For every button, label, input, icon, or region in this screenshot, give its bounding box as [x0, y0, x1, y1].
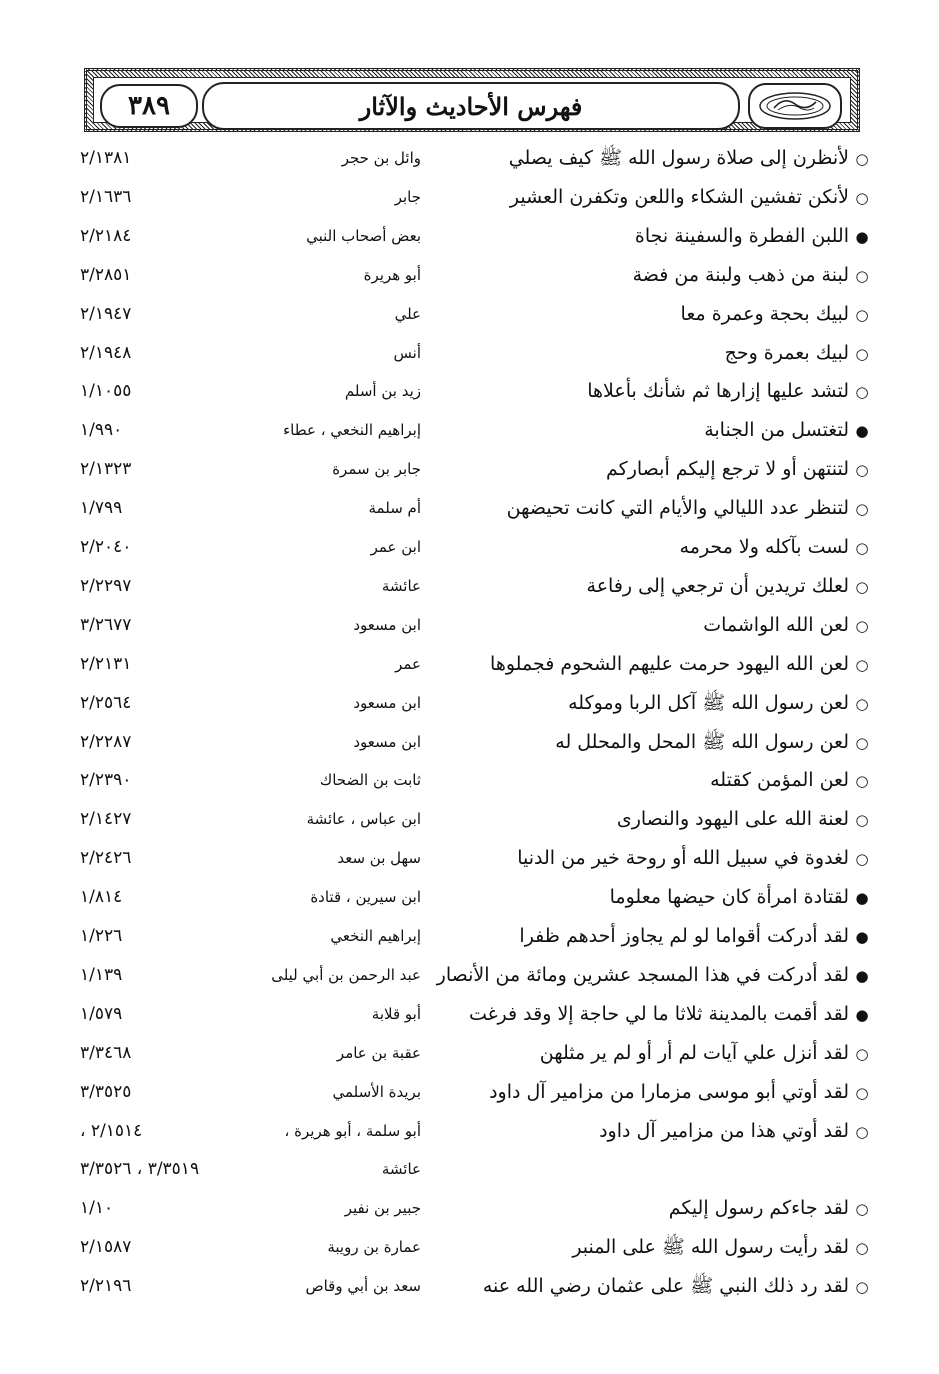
- hadith-text: لقد جاءكم رسول إليكم: [668, 1197, 849, 1220]
- open-circle-icon: ○: [855, 383, 869, 402]
- hadith-text: لعلك تريدين أن ترجعي إلى رفاعة: [586, 574, 849, 597]
- page-title: فهرس الأحاديث والآثار: [202, 82, 740, 130]
- narrator-name: ابن عمر: [370, 538, 421, 556]
- reference-number: ٢/١٩٤٧: [80, 303, 132, 324]
- reference-number: ٢/٢١٣١: [80, 653, 132, 674]
- open-circle-icon: ○: [855, 266, 869, 285]
- index-row: [0, 1228, 939, 1266]
- narrator-name: أبو هريرة: [363, 265, 421, 284]
- hadith-entry: [449, 1150, 869, 1188]
- reference-number: ١/٨١٤: [80, 887, 123, 908]
- hadith-entry: [449, 411, 869, 449]
- reference-number: ٢/١٤٢٧: [80, 809, 132, 830]
- hadith-text: لتنتهن أو لا ترجع إليكم أبصاركم: [606, 458, 849, 481]
- hadith-text: لتشد عليها إزارها ثم شأنك بأعلاها: [587, 380, 849, 403]
- open-circle-icon: ○: [855, 1044, 869, 1063]
- reference-number: ٢/٢٢٨٧: [80, 731, 132, 752]
- narrator-name: سعد بن أبي وقاص: [305, 1277, 421, 1296]
- hadith-entry: [449, 1189, 869, 1227]
- hadith-text: لبيك بحجة وعمرة معا: [680, 302, 849, 325]
- hadith-entry: [449, 178, 869, 216]
- filled-circle-icon: ●: [855, 928, 869, 946]
- hadith-entry: [449, 645, 869, 683]
- reference-number: ٢/٢٥٦٤: [80, 692, 132, 713]
- reference-number: ٣/٢٦٧٧: [80, 614, 132, 635]
- open-circle-icon: ○: [855, 577, 869, 596]
- index-row: [0, 1267, 939, 1305]
- index-row: [0, 489, 939, 527]
- narrator-name: عائشة: [381, 576, 421, 595]
- open-circle-icon: ○: [855, 850, 869, 869]
- hadith-text: لعن الله اليهود حرمت عليهم الشحوم فجملوها: [490, 652, 849, 675]
- narrator-name: أم سلمة: [368, 499, 421, 518]
- hadith-entry: [449, 256, 869, 294]
- index-row: [0, 139, 939, 177]
- index-row: [0, 684, 939, 722]
- hadith-entry: [449, 1112, 869, 1150]
- hadith-text: لست بآكله ولا محرمه: [679, 536, 849, 558]
- open-circle-icon: ○: [855, 1278, 869, 1297]
- hadith-text: لقد أوتي هذا من مزامير آل داود: [599, 1119, 849, 1142]
- narrator-name: عائشة: [381, 1160, 421, 1179]
- narrator-name: إبراهيم النخعي ، عطاء: [283, 421, 421, 440]
- hadith-entry: [449, 1228, 869, 1266]
- hadith-entry: [449, 995, 869, 1033]
- open-circle-icon: ○: [855, 150, 869, 168]
- reference-number: ٢/١٦٣٦: [80, 186, 132, 207]
- hadith-text: لتنظر عدد الليالي والأيام التي كانت تحيضهن: [506, 497, 849, 520]
- index-row: [0, 800, 939, 838]
- open-circle-icon: ○: [855, 772, 869, 791]
- open-circle-icon: ○: [855, 811, 869, 830]
- narrator-name: ابن مسعود: [353, 732, 421, 751]
- open-circle-icon: ○: [855, 1239, 869, 1258]
- hadith-entry: [449, 372, 869, 410]
- open-circle-icon: ○: [855, 655, 869, 674]
- filled-circle-icon: ●: [855, 966, 869, 985]
- hadith-text: لقد أنزل علي آيات لم أر أو لم ير مثلهن: [539, 1041, 849, 1064]
- narrator-name: سهل بن سعد: [337, 849, 421, 868]
- hadith-text: لقد أدركت أقواما لو لم يجاوز أحدهم ظفرا: [519, 925, 849, 947]
- hadith-entry: [449, 450, 869, 488]
- reference-number: ١/١٣٩: [80, 964, 123, 985]
- reference-number: ٢/٢٠٤٠: [80, 537, 132, 557]
- filled-circle-icon: ●: [855, 1005, 869, 1024]
- reference-number: ٢/٢٤٢٦: [80, 848, 132, 869]
- narrator-name: ابن سيرين ، قتادة: [310, 888, 421, 907]
- reference-number: ٢/١٣٨١: [80, 148, 132, 168]
- open-circle-icon: ○: [855, 1200, 869, 1219]
- narrator-name: جبير بن نفير: [344, 1199, 421, 1218]
- index-row: [0, 1034, 939, 1072]
- reference-number: ٢/١٣٢٣: [80, 459, 132, 480]
- hadith-entry: [449, 1034, 869, 1072]
- narrator-name: زيد بن أسلم: [344, 382, 421, 401]
- index-row: [0, 723, 939, 761]
- open-circle-icon: ○: [855, 539, 869, 557]
- hadith-entry: [436, 956, 869, 994]
- index-row: [0, 256, 939, 294]
- narrator-name: بعض أصحاب النبي: [306, 226, 421, 245]
- page-header-banner: [84, 68, 860, 132]
- narrator-name: عبد الرحمن بن أبي ليلى: [271, 965, 421, 984]
- hadith-text: لقد رد ذلك النبي ﷺ على عثمان رضي الله عنه: [482, 1275, 849, 1298]
- narrator-name: ثابت بن الضحاك: [319, 771, 421, 790]
- hadith-entry: [449, 217, 869, 255]
- reference-number: ١/٢٢٦: [80, 926, 123, 946]
- index-row: [0, 645, 939, 683]
- hadith-text: لأنكن تفشين الشكاء واللعن وتكفرن العشير: [509, 185, 849, 208]
- reference-number: ٢/٢٢٩٧: [80, 575, 132, 596]
- hadith-entry: [449, 684, 869, 722]
- narrator-name: إبراهيم النخعي: [330, 927, 421, 945]
- filled-circle-icon: ●: [855, 227, 869, 246]
- reference-number: ٢/٢٣٩٠: [80, 770, 132, 791]
- reference-number: ١/١٠: [80, 1198, 114, 1219]
- index-row: [0, 606, 939, 644]
- open-circle-icon: ○: [855, 616, 869, 635]
- index-row: [0, 178, 939, 216]
- open-circle-icon: ○: [855, 733, 869, 752]
- index-row: [0, 878, 939, 916]
- hadith-entry: [449, 567, 869, 605]
- open-circle-icon: ○: [855, 500, 869, 519]
- hadith-entry: [449, 761, 869, 799]
- index-row: [0, 761, 939, 799]
- filled-circle-icon: ●: [855, 889, 869, 908]
- hadith-text: لقد أقمت بالمدينة ثلاثا ما لي حاجة إلا وقد فرغت: [468, 1002, 849, 1025]
- narrator-name: ابن عباس ، عائشة: [306, 810, 421, 829]
- hadith-entry: [449, 334, 869, 372]
- narrator-name: ابن مسعود: [353, 693, 421, 712]
- open-circle-icon: ○: [855, 305, 869, 324]
- index-row: [0, 995, 939, 1033]
- emblem-icon: [756, 90, 834, 122]
- header-frame: [93, 77, 851, 123]
- index-row: [0, 956, 939, 994]
- hadith-entry: [449, 295, 869, 333]
- reference-number: ٣/٢٨٥١: [80, 264, 132, 285]
- reference-number: ٢/٢١٨٤: [80, 225, 132, 246]
- narrator-name: جابر: [394, 187, 421, 206]
- hadith-text: اللبن الفطرة والسفينة نجاة: [634, 224, 849, 247]
- reference-number: ٣/٣٤٦٨: [80, 1042, 132, 1063]
- index-row: [0, 917, 939, 955]
- reference-number: ١/٥٧٩: [80, 1003, 123, 1024]
- narrator-name: أبو قلابة: [371, 1004, 421, 1023]
- open-circle-icon: ○: [855, 694, 869, 713]
- hadith-text: لقد رأيت رسول الله ﷺ على المنبر: [572, 1236, 849, 1259]
- hadith-text: لقد أدركت في هذا المسجد عشرين ومائة من الأنصار: [436, 963, 849, 986]
- index-row: [0, 567, 939, 605]
- hadith-entry: [449, 528, 869, 566]
- hadith-text: لبيك بعمرة وحج: [724, 341, 849, 364]
- index-row: [0, 372, 939, 410]
- hadith-text: لقتادة امرأة كان حيضها معلوما: [609, 886, 849, 909]
- hadith-entry: [449, 917, 869, 955]
- reference-number: ٢/١٩٤٨: [80, 342, 132, 363]
- open-circle-icon: ○: [855, 1083, 869, 1102]
- hadith-text: لعن الله الواشمات: [703, 613, 849, 636]
- index-row: [0, 334, 939, 372]
- narrator-name: وائل بن حجر: [341, 149, 421, 167]
- reference-number: ٣/٣٥١٩ ، ٣/٣٥٢٦: [80, 1159, 200, 1180]
- index-row: [0, 1189, 939, 1227]
- hadith-entry: [449, 1073, 869, 1111]
- open-circle-icon: ○: [855, 1122, 869, 1141]
- reference-number: ١/١٠٥٥: [80, 381, 132, 402]
- open-circle-icon: ○: [855, 344, 869, 363]
- hadith-entry: [449, 723, 869, 761]
- reference-number: ٢/٢١٩٦: [80, 1276, 132, 1297]
- index-row: [0, 450, 939, 488]
- narrator-name: ابن مسعود: [353, 615, 421, 634]
- hadith-text: لعن المؤمن كقتله: [710, 769, 849, 792]
- narrator-name: أنس: [393, 343, 421, 362]
- hadith-entry: [449, 606, 869, 644]
- narrator-name: علي: [394, 304, 421, 323]
- open-circle-icon: ○: [855, 188, 869, 207]
- index-row: [0, 1150, 939, 1188]
- ornamental-emblem-icon: [748, 83, 842, 129]
- index-row: [0, 295, 939, 333]
- page-number: ٣٨٩: [100, 84, 198, 128]
- index-row: [0, 217, 939, 255]
- open-circle-icon: ○: [855, 461, 869, 480]
- reference-number: ٢/١٥٨٧: [80, 1237, 132, 1258]
- reference-number: ١/٩٩٠: [80, 420, 123, 441]
- hadith-entry: [449, 1267, 869, 1305]
- hadith-entry: [449, 878, 869, 916]
- reference-number: ١/٧٩٩: [80, 498, 123, 519]
- hadith-text: لأنظرن إلى صلاة رسول الله ﷺ كيف يصلي: [508, 147, 849, 169]
- hadith-text: لتغتسل من الجنابة: [704, 419, 849, 442]
- index-row: [0, 411, 939, 449]
- narrator-name: جابر بن سمرة: [332, 460, 421, 479]
- hadith-entry: [449, 139, 869, 177]
- hadith-text: لغدوة في سبيل الله أو روحة خير من الدنيا: [517, 847, 849, 870]
- filled-circle-icon: ●: [855, 422, 869, 441]
- hadith-text: لقد أوتي أبو موسى مزمارا من مزامير آل داود: [489, 1080, 849, 1103]
- reference-number: ٣/٣٥٢٥: [80, 1081, 132, 1102]
- hadith-text: لعن رسول الله ﷺ آكل الربا وموكله: [568, 691, 849, 714]
- hadith-text: لبنة من ذهب ولبنة من فضة: [632, 263, 849, 286]
- index-row: [0, 1112, 939, 1150]
- hadith-text: لعن رسول الله ﷺ المحل والمحلل له: [555, 730, 849, 753]
- hadith-entry: [449, 489, 869, 527]
- hadith-text: لعنة الله على اليهود والنصارى: [616, 808, 849, 831]
- narrator-name: عمر: [395, 654, 421, 673]
- narrator-name: عمارة بن رويبة: [327, 1238, 421, 1257]
- index-row: [0, 528, 939, 566]
- hadith-entry: [449, 839, 869, 877]
- narrator-name: عقبة بن عامر: [336, 1043, 421, 1062]
- index-row: [0, 839, 939, 877]
- narrator-name: بريدة الأسلمي: [332, 1082, 421, 1101]
- reference-number: ٢/١٥١٤ ،: [80, 1120, 143, 1141]
- hadith-entry: [449, 800, 869, 838]
- index-row: [0, 1073, 939, 1111]
- narrator-name: أبو سلمة ، أبو هريرة ،: [284, 1121, 421, 1140]
